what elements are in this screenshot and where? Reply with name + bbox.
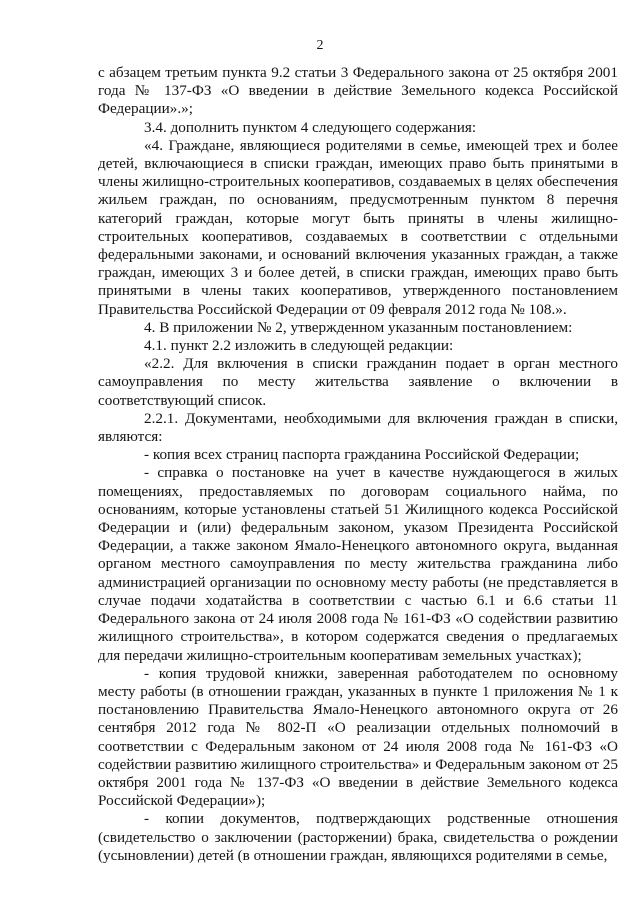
paragraph-continuation: с абзацем третьим пункта 9.2 статьи 3 Федерального закона от 25 октября 2001 года № 137-ФЗ «О введении в действие Земельного кодекса Российской Федерации».»; — [98, 64, 618, 118]
list-item-certificate: - справка о постановке на учет в качестве нуждающегося в жилых помещениях, предоставляемых по договорам социального найма, по основаниям, которые установлены статьей 51 Жилищного кодекса Российской Федерации и (или) федеральным законом, указом Президента Российской Федерации, а также законом Ямало-Ненецкого автономного округа, выданная органом местного самоуправления по месту жительства гражданина либо администрацией организации по основному месту работы (не представляется в случае подачи ходатайства в соответствии с частью 6.1 и 6.6 статьи 11 Федерального закона от 24 июля 2008 года № 161-ФЗ «О содействии развитию жилищного строительства», в котором содержатся сведения о предлагаемых для передачи жилищно-строительным кооперативам земельных участках); — [98, 464, 618, 664]
page-number: 2 — [316, 38, 324, 53]
paragraph-2-2: «2.2. Для включения в списки гражданин подает в орган местного самоуправления по месту жительства заявление о включении в соответствующий список. — [98, 355, 618, 409]
paragraph-4: 4. В приложении № 2, утвержденном указанным постановлением: — [144, 318, 573, 336]
list-item-passport: - копия всех страниц паспорта гражданина Российской Федерации; — [144, 446, 580, 464]
paragraph-2-2-1: 2.2.1. Документами, необходимыми для включения граждан в списки, являются: — [98, 409, 618, 446]
paragraph-4-1: 4.1. пункт 2.2 изложить в следующей редакции: — [144, 337, 454, 355]
list-item-workbook: - копия трудовой книжки, заверенная работодателем по основному месту работы (в отношении граждан, указанных в пункте 1 приложения № 1 к постановлению Правительства Ямало-Ненецкого автономного округа от 26 сентября 2012 года № 802-П «О реализации отдельных полномочий в соответствии с Федеральным законом от 24 июля 2008 года № 161-ФЗ «О содействии развитию жилищного строительства» и Федеральным законом от 25 октября 2001 года № 137-ФЗ «О введении в действие Земельного кодекса Российской Федерации»); — [98, 664, 618, 810]
paragraph-3-4: 3.4. дополнить пунктом 4 следующего содержания: — [144, 118, 477, 136]
paragraph-point-4-quote: «4. Граждане, являющиеся родителями в семье, имеющей трех и более детей, включающиеся в списки граждан, имеющих право быть принятыми в члены жилищно-строительных кооперативов, создаваемых в целях обеспечения жильем граждан, по основаниям, предусмотренным пунктом 8 перечня категорий граждан, которые могут быть приняты в члены жилищно-строительных кооперативов, создаваемых в соответствии с отдельными федеральными законами, и оснований включения указанных граждан, а также граждан, имеющих 3 и более детей, в списки граждан, имеющих право быть принятыми в члены таких кооперативов, утвержденного постановлением Правительства Российской Федерации от 09 февраля 2012 года № 108.». — [98, 136, 618, 318]
document-body — [98, 64, 618, 865]
list-item-kinship: - копии документов, подтверждающих родственные отношения (свидетельство о заключении (расторжении) брака, свидетельства о рождении (усыновлении) детей (в отношении граждан, являющихся родителями в семье, — [98, 810, 618, 864]
